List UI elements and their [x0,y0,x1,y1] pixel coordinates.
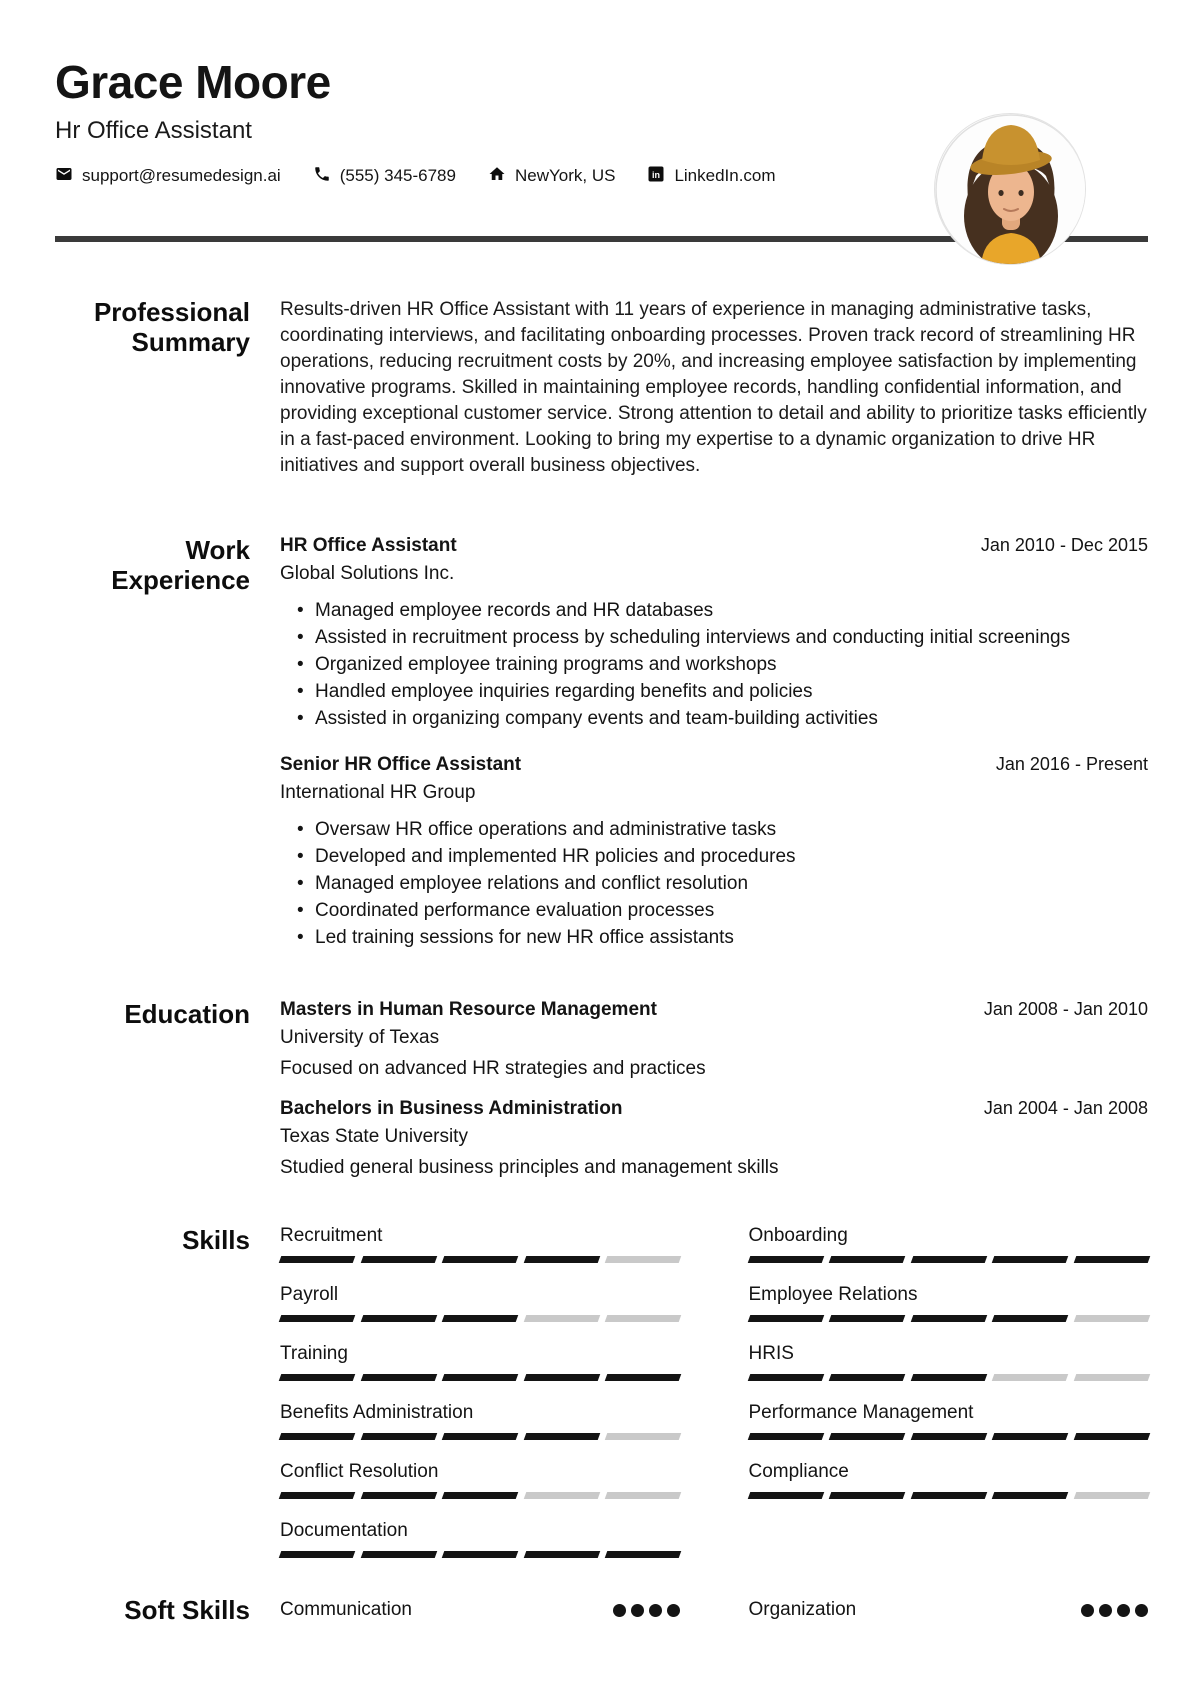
phone-icon [313,165,331,188]
skill-bar [280,1315,680,1322]
bar-segment-filled [279,1551,355,1558]
skill-label: Benefits Administration [280,1401,474,1423]
soft-skill-label: Communication [280,1599,412,1620]
soft-skill-label: Organization [748,1599,857,1620]
section-soft-skills [55,1595,1148,1626]
job-entry [280,535,1148,732]
skill-item [280,1402,680,1440]
bar-segment-filled [442,1315,518,1322]
job-bullet: • Oversaw HR office operations and administrative tasks [280,816,1148,843]
job-bullet: • Organized employee training programs and workshops [280,651,1148,678]
job-company: International HR Group [280,781,476,803]
soft-skill-item [749,1595,1149,1626]
skill-label: Training [280,1342,348,1364]
bar-segment-filled [1073,1433,1149,1440]
bar-segment-empty [605,1492,681,1499]
bar-segment-filled [747,1315,823,1322]
job-bullet: • Led training sessions for new HR office assistants [280,924,1148,951]
job-bullet: • Managed employee relations and conflict resolution [280,870,1148,897]
bar-segment-filled [829,1315,905,1322]
contact-item-phone [313,165,456,188]
skill-label: Performance Management [748,1401,974,1423]
job-bullet: • Managed employee records and HR databases [280,597,1148,624]
bar-segment-filled [910,1492,986,1499]
bar-segment-filled [829,1374,905,1381]
job-title-row [280,754,1148,776]
contact-item-home [488,165,615,188]
skill-label: Conflict Resolution [280,1460,439,1482]
skill-bar [749,1433,1149,1440]
bar-segment-filled [279,1374,355,1381]
bar-segment-filled [910,1256,986,1263]
degree-title: Bachelors in Business Administration [280,1097,623,1119]
education-dates: Jan 2008 - Jan 2010 [983,998,1148,1019]
bar-segment-empty [1073,1315,1149,1322]
bar-segment-filled [910,1315,986,1322]
resume-header [55,58,1148,188]
bar-segment-filled [992,1315,1068,1322]
bar-segment-filled [992,1492,1068,1499]
contact-text: LinkedIn.com [674,166,776,186]
job-list [280,535,1148,951]
contact-item-email [55,165,281,188]
job-entry [280,754,1148,951]
school-name: Texas State University [280,1125,468,1147]
education-title-row [280,1098,1148,1120]
bar-segment-filled [747,1492,823,1499]
bar-segment-filled [747,1256,823,1263]
bar-segment-filled [992,1256,1068,1263]
bar-segment-filled [360,1433,436,1440]
soft-skill-item [280,1595,680,1626]
contact-text: (555) 345-6789 [339,166,456,186]
section-heading-skills: Skills [182,1224,250,1255]
soft-skill-dot [649,1604,662,1617]
soft-skill-dot [613,1604,626,1617]
skill-bar [280,1433,680,1440]
skills-grid [280,1225,1148,1579]
job-bullet-list [280,816,1148,951]
skill-bar [749,1315,1149,1322]
bar-segment-filled [442,1374,518,1381]
skill-bar [749,1256,1149,1263]
soft-skill-dot [667,1604,680,1617]
bar-segment-filled [992,1433,1068,1440]
bar-segment-empty [605,1256,681,1263]
bar-segment-empty [605,1315,681,1322]
skill-item [280,1284,680,1322]
bar-segment-filled [360,1315,436,1322]
soft-skill-dot [1135,1604,1148,1617]
school-name: University of Texas [280,1026,440,1048]
skill-item [280,1343,680,1381]
bar-segment-filled [442,1433,518,1440]
job-title-row [280,535,1148,557]
skill-label: Compliance [748,1460,849,1482]
linkedin-icon [647,165,665,188]
bar-segment-filled [747,1374,823,1381]
education-description: Focused on advanced HR strategies and practices [280,1057,706,1079]
education-entry [280,999,1148,1080]
bar-segment-filled [1073,1256,1149,1263]
degree-title: Masters in Human Resource Management [280,998,657,1020]
soft-skill-dot [1081,1604,1094,1617]
section-heading-work-experience: Work Experience [111,534,250,596]
section-heading-professional-summary: Professional Summary [93,296,250,358]
job-dates: Jan 2010 - Dec 2015 [980,534,1148,555]
bar-segment-filled [829,1492,905,1499]
soft-skill-dot [1099,1604,1112,1617]
skill-item [280,1520,680,1558]
skill-item [749,1284,1149,1322]
job-bullet: • Handled employee inquiries regarding benefits and policies [280,678,1148,705]
bar-segment-filled [442,1256,518,1263]
job-bullet: • Developed and implemented HR policies and procedures [280,843,1148,870]
bar-segment-filled [523,1256,599,1263]
education-list [280,999,1148,1179]
bar-segment-filled [442,1492,518,1499]
job-bullet: • Assisted in recruitment process by scheduling interviews and conducting initial screenings [280,624,1148,651]
soft-skills-grid [280,1595,1148,1626]
contact-text: NewYork, US [514,166,616,186]
skill-bar [280,1374,680,1381]
skill-item [749,1343,1149,1381]
job-bullet-list [280,597,1148,732]
skill-item [280,1461,680,1499]
education-title-row [280,999,1148,1021]
section-heading-soft-skills: Soft Skills [124,1594,250,1625]
bar-segment-filled [279,1256,355,1263]
skill-bar [280,1492,680,1499]
bar-segment-filled [360,1256,436,1263]
bar-segment-filled [829,1256,905,1263]
skill-bar [749,1374,1149,1381]
soft-skill-dot [1117,1604,1130,1617]
bar-segment-filled [523,1374,599,1381]
job-bullet: • Assisted in organizing company events and team-building activities [280,705,1148,732]
bar-segment-empty [523,1315,599,1322]
skill-item [749,1402,1149,1440]
bar-segment-filled [360,1374,436,1381]
summary-text: Results-driven HR Office Assistant with 11 years of experience in managing administrative tasks, coordinating interviews, and facilitating onboarding processes. Proven track record of streamlining HR operations, reducing recruitment costs by 20%, and increasing employee satisfaction by implementing innovative programs. Skilled in maintaining employee records, handling confidential information, and providing exceptional customer service. Strong attention to detail and ability to prioritize tasks efficiently in a fast-paced environment. Looking to bring my expertise to a dynamic organization to drive HR initiatives and support overall business objectives. [280,298,1147,476]
email-icon [55,165,73,188]
bar-segment-filled [523,1433,599,1440]
skill-bar [749,1492,1149,1499]
job-title: HR Office Assistant [280,534,457,556]
education-entry [280,1098,1148,1179]
bar-segment-filled [279,1433,355,1440]
skill-item [280,1225,680,1263]
job-title: Senior HR Office Assistant [280,753,522,775]
soft-skill-dots [1081,1604,1148,1617]
bar-segment-filled [747,1433,823,1440]
bar-segment-filled [910,1374,986,1381]
bar-segment-empty [523,1492,599,1499]
skill-bar [280,1256,680,1263]
bar-segment-filled [360,1492,436,1499]
skill-label: Documentation [280,1519,408,1541]
job-bullet: • Coordinated performance evaluation processes [280,897,1148,924]
avatar-photo [935,114,1086,265]
home-icon [488,165,506,188]
section-heading-education: Education [124,998,250,1029]
skill-label: Recruitment [280,1224,383,1246]
bar-segment-empty [1073,1374,1149,1381]
section-work-experience [55,535,1148,951]
bar-segment-empty [1073,1492,1149,1499]
bar-segment-filled [523,1551,599,1558]
education-description: Studied general business principles and management skills [280,1156,779,1178]
soft-skill-dot [631,1604,644,1617]
education-dates: Jan 2004 - Jan 2008 [983,1097,1148,1118]
section-skills [55,1225,1148,1579]
job-company: Global Solutions Inc. [280,562,455,584]
bar-segment-empty [992,1374,1068,1381]
skill-bar [280,1551,680,1558]
bar-segment-filled [279,1492,355,1499]
person-name: Grace Moore [55,56,331,108]
section-education [55,999,1148,1179]
soft-skill-dots [613,1604,680,1617]
bar-segment-filled [442,1551,518,1558]
skill-label: Payroll [280,1283,339,1305]
job-dates: Jan 2016 - Present [995,753,1148,774]
svg-text:in: in [652,169,661,180]
bar-segment-filled [605,1551,681,1558]
bar-segment-filled [360,1551,436,1558]
section-professional-summary [55,297,1148,479]
bar-segment-filled [605,1374,681,1381]
skill-label: Employee Relations [748,1283,918,1305]
skill-item [749,1461,1149,1499]
skill-label: Onboarding [748,1224,848,1246]
bar-segment-filled [279,1315,355,1322]
skill-item [749,1225,1149,1263]
contact-item-linkedin [647,165,775,188]
contact-text: support@resumedesign.ai [82,166,281,186]
skill-label: HRIS [748,1342,794,1364]
person-job-title: Hr Office Assistant [55,116,252,144]
bar-segment-filled [829,1433,905,1440]
avatar [934,113,1086,265]
bar-segment-empty [605,1433,681,1440]
bar-segment-filled [910,1433,986,1440]
